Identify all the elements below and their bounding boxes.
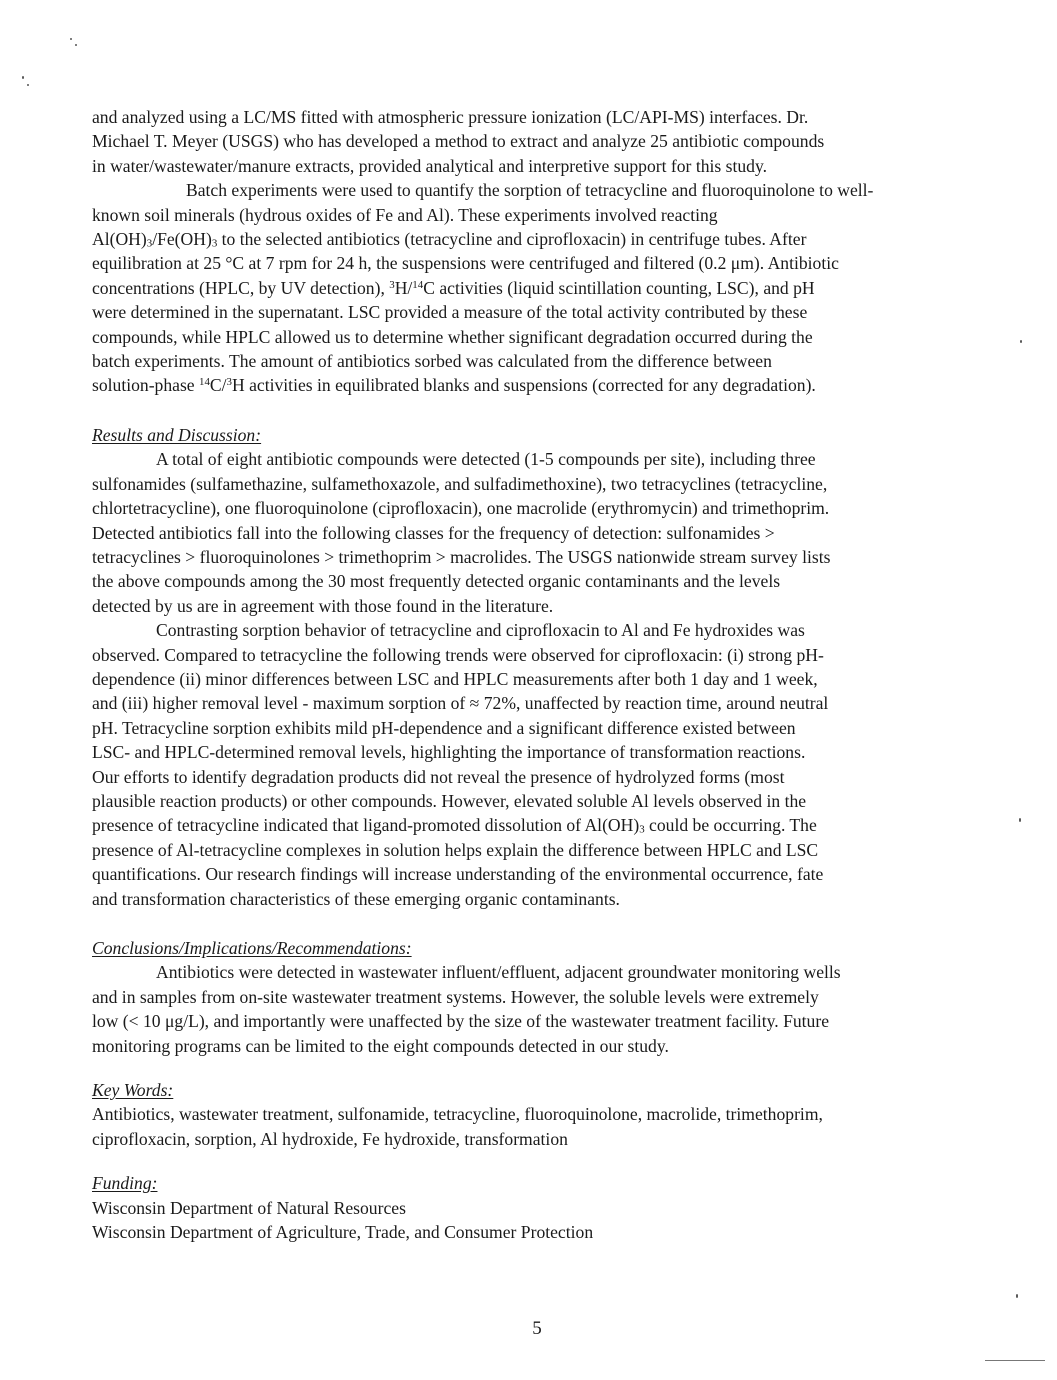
funding-heading: Funding: [92,1173,158,1194]
text-line: and transformation characteristics of these emerging organic contaminants. [92,888,620,909]
text-line [92,373,1002,397]
text-line: known soil minerals (hydrous oxides of Fe and Al). These experiments involved reacting [92,204,718,225]
text-line: low (< 10 μg/L), and importantly were unaffected by the size of the wastewater treatment facility. Future [92,1011,830,1032]
text-line: monitoring programs can be limited to the eight compounds detected in our study. [92,1035,669,1056]
conclusions-section [92,936,1002,1058]
text-line: Contrasting sorption behavior of tetracycline and ciprofloxacin to Al and Fe hydroxides was [156,620,805,641]
scan-speck [27,84,29,86]
text-line: were determined in the supernatant. LSC provided a measure of the total activity contributed by these [92,302,808,323]
text-line [92,227,1002,251]
funding-section [92,1171,1002,1244]
batch-experiments-paragraph [92,178,1002,398]
scan-speck [75,44,77,46]
text-run: /Fe(OH) [152,229,212,250]
scan-speck [22,76,24,79]
text-line: Wisconsin Department of Natural Resources [92,1197,406,1218]
text-run: could be occurring. The [644,815,817,836]
text-line: sulfonamides (sulfamethazine, sulfamethoxazole, and sulfadimethoxine), two tetracyclines (tetracycline, [92,473,828,494]
text-line: presence of Al-tetracycline complexes in solution helps explain the difference between HPLC and LSC [92,839,819,860]
text-line: batch experiments. The amount of antibiotics sorbed was calculated from the difference between [92,351,772,372]
intro-paragraph [92,105,1002,178]
superscript: 3 [389,278,395,291]
text-run: presence of tetracycline indicated that ligand-promoted dissolution of Al(OH) [92,815,640,836]
text-line: chlortetracycline), one fluoroquinolone (ciprofloxacin), one macrolide (erythromycin) and trimethoprim. [92,498,830,519]
subscript: 3 [211,237,218,250]
text-line: A total of eight antibiotic compounds were detected (1-5 compounds per site), including three [156,449,816,470]
text-line: tetracyclines > fluoroquinolones > trimethoprim > macrolides. The USGS nationwide stream survey lists [92,546,831,567]
text-run: C/ [209,375,227,396]
text-line: Antibiotics, wastewater treatment, sulfonamide, tetracycline, fluoroquinolone, macrolide, trimethoprim, [92,1104,823,1125]
text-run: C activities (liquid scintillation counting, LSC), and pH [423,277,815,298]
scan-speck [1016,1294,1018,1298]
results-section [92,423,1002,911]
text-run: to the selected antibiotics (tetracycline and ciprofloxacin) in centrifuge tubes. After [217,229,807,250]
document-body [92,105,1002,1244]
subscript: 3 [146,237,153,250]
text-line: equilibration at 25 °C at 7 rpm for 24 h, the suspensions were centrifuged and filtered (0.2 μm). Antibiotic [92,253,839,274]
text-run: concentrations (HPLC, by UV detection), [92,277,390,298]
page-number: 5 [532,1318,542,1339]
keywords-section [92,1078,1002,1151]
text-run: solution-phase [92,375,200,396]
subscript: 3 [639,824,645,836]
text-line [92,813,1002,837]
text-line: pH. Tetracycline sorption exhibits mild pH-dependence and a significant difference existed between [92,717,796,738]
results-heading: Results and Discussion: [92,424,262,445]
text-line: quantifications. Our research findings will increase understanding of the environmental occurrence, fate [92,864,824,885]
scan-edge-line [985,1360,1045,1361]
conclusions-heading: Conclusions/Implications/Recommendations: [92,938,412,958]
scan-speck [1019,818,1021,822]
text-line: dependence (ii) minor differences between LSC and HPLC measurements after both 1 day and 1 week, [92,668,818,689]
text-line: and in samples from on-site wastewater treatment systems. However, the soluble levels were extremely [92,986,819,1007]
text-line: Michael T. Meyer (USGS) who has developed a method to extract and analyze 25 antibiotic compounds [92,131,825,152]
text-line: and (iii) higher removal level - maximum sorption of ≈ 72%, unaffected by reaction time, around neutral [92,693,829,714]
superscript: 3 [226,376,232,389]
superscript: 14 [199,376,210,389]
superscript: 14 [412,278,424,291]
scan-speck [1020,340,1022,343]
text-line: observed. Compared to tetracycline the following trends were observed for ciprofloxacin: (i) strong pH- [92,644,824,665]
text-line: ciprofloxacin, sorption, Al hydroxide, Fe hydroxide, transformation [92,1128,568,1149]
text-run: H/ [394,277,413,298]
scan-speck [70,38,72,40]
text-line: Antibiotics were detected in wastewater influent/effluent, adjacent groundwater monitoring wells [156,962,841,983]
text-line [92,276,1002,300]
text-line: Wisconsin Department of Agriculture, Trade, and Consumer Protection [92,1222,594,1243]
text-line: Our efforts to identify degradation products did not reveal the presence of hydrolyzed forms (most [92,766,785,787]
text-line: the above compounds among the 30 most frequently detected organic contaminants and the levels [92,571,781,592]
text-line: Batch experiments were used to quantify the sorption of tetracycline and fluoroquinolone to well- [186,180,874,201]
text-line: compounds, while HPLC allowed us to determine whether significant degradation occurred during the [92,326,813,347]
text-line: plausible reaction products) or other compounds. However, elevated soluble Al levels observed in the [92,790,807,811]
text-line: detected by us are in agreement with those found in the literature. [92,595,554,616]
keywords-heading: Key Words: [92,1080,174,1101]
text-run: Al(OH) [92,229,147,250]
text-line: LSC- and HPLC-determined removal levels, highlighting the importance of transformation reactions. [92,742,806,763]
text-line: in water/wastewater/manure extracts, provided analytical and interpretive support for this study. [92,155,768,176]
text-run: H activities in equilibrated blanks and suspensions (corrected for any degradation). [232,375,816,396]
text-line: Detected antibiotics fall into the following classes for the frequency of detection: sulfonamides > [92,522,775,543]
text-line: and analyzed using a LC/MS fitted with atmospheric pressure ionization (LC/API-MS) interfaces. Dr. [92,107,809,127]
